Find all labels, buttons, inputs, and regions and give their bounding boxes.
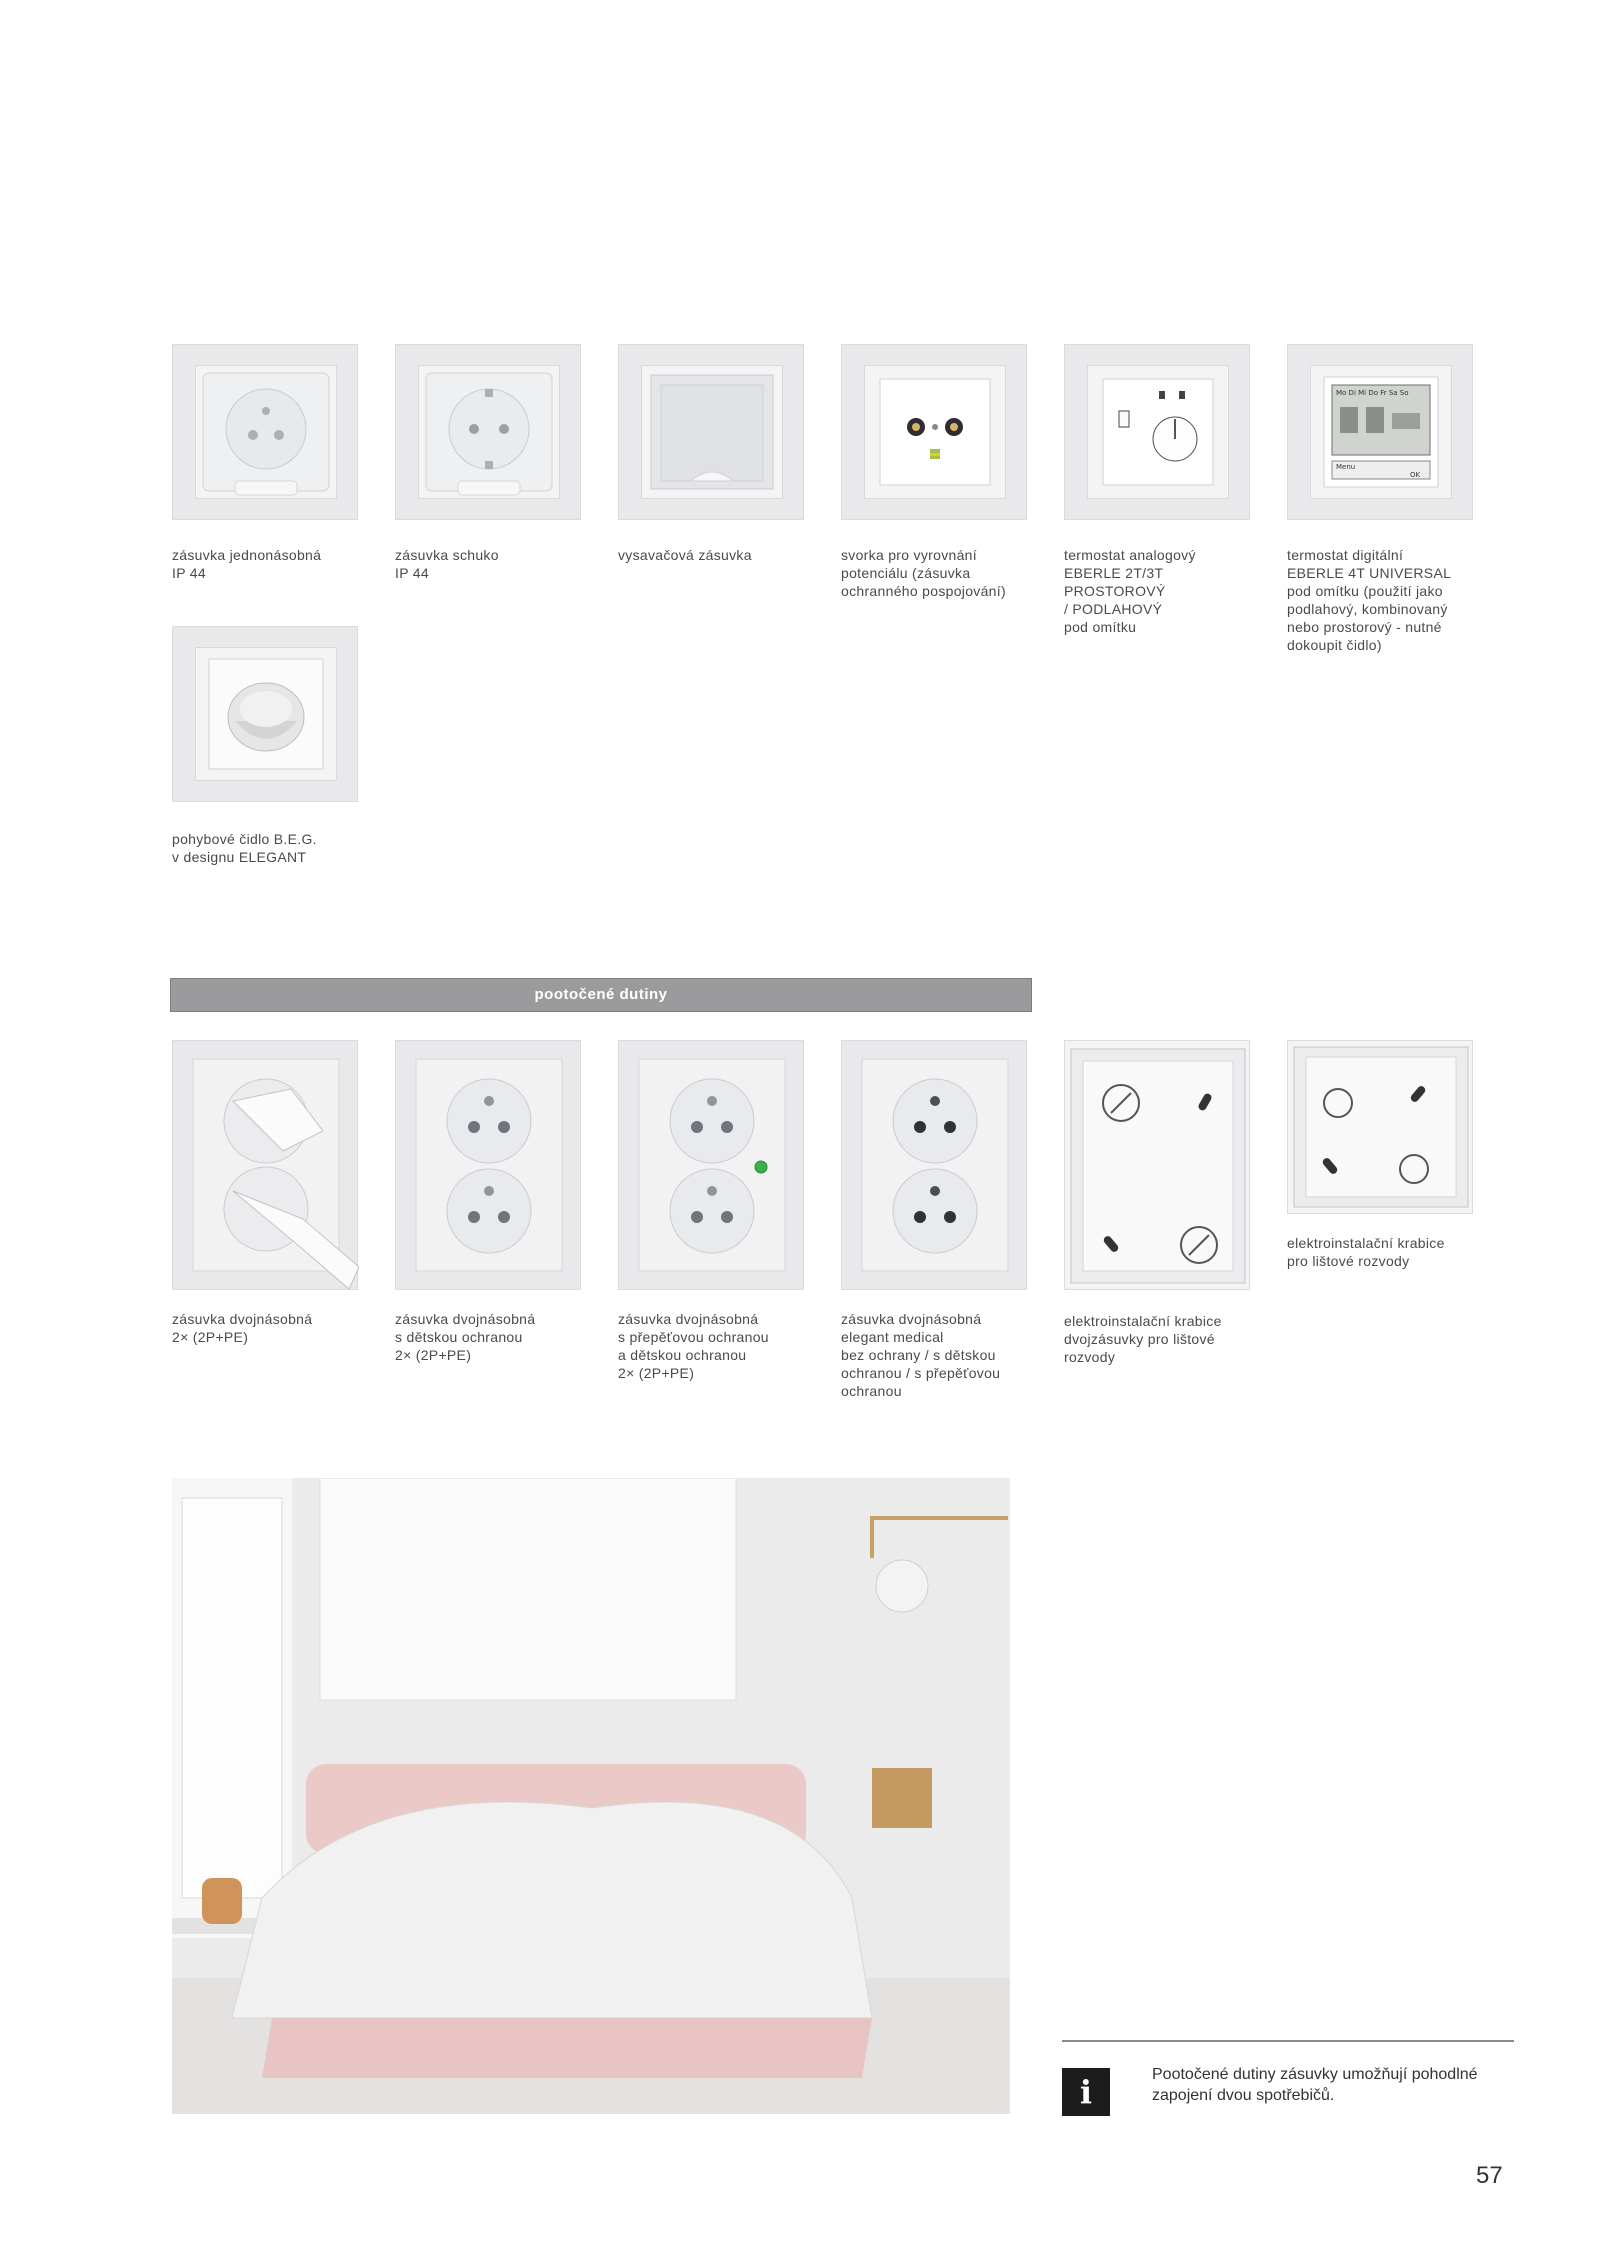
product-image-single-socket-ip44 — [172, 344, 358, 520]
thermostat-days-label: Mo Di Mi Do Fr Sa So — [1336, 389, 1409, 397]
double-socket-medical-icon — [842, 1041, 1028, 1291]
socket-plate — [864, 365, 1006, 499]
product-caption: zásuvka dvojnásobná 2× (2P+PE) — [172, 1311, 313, 1345]
product-caption: svorka pro vyrovnání potenciálu (zásuvka ochranného pospojování) — [841, 547, 1006, 599]
product-image-analog-thermostat — [1064, 344, 1250, 520]
socket-plate — [195, 647, 337, 781]
digital-thermostat-icon — [1310, 365, 1452, 499]
socket-plate — [641, 365, 783, 499]
product-caption: pohybové čidlo B.E.G. v designu ELEGANT — [172, 831, 317, 865]
info-icon: i — [1062, 2068, 1110, 2116]
terminal-icon — [864, 365, 1006, 499]
product-caption: termostat digitální EBERLE 4T UNIVERSAL pod omítku (použití jako podlahový, kombinovaný nebo prostorový - nutné dokoupit čidlo) — [1287, 547, 1452, 653]
double-socket-plugs-icon — [173, 1041, 359, 1291]
install-box-double-icon — [1065, 1041, 1251, 1291]
product-image-digital-thermostat — [1287, 344, 1473, 520]
product-image-install-box — [1287, 1040, 1473, 1214]
section-banner-label: pootočené dutiny — [534, 986, 668, 1003]
product-caption: zásuvka jednonásobná IP 44 — [172, 547, 322, 581]
product-image-double-install-box — [1064, 1040, 1250, 1290]
product-image-double-socket-medical — [841, 1040, 1027, 1290]
product-image-schuko-ip44 — [395, 344, 581, 520]
bedroom-photo — [172, 1478, 1010, 2114]
socket-plate — [195, 365, 337, 499]
double-socket-icon — [396, 1041, 582, 1291]
socket-ip44-icon — [195, 365, 337, 499]
double-socket-surge-icon — [619, 1041, 805, 1291]
product-image-vacuum-socket — [618, 344, 804, 520]
motion-sensor-icon — [195, 647, 337, 781]
product-caption: elektroinstalační krabice dvojzásuvky pro lištové rozvody — [1064, 1313, 1222, 1365]
section-banner — [170, 978, 1032, 1012]
install-box-icon — [1288, 1041, 1474, 1215]
product-caption: zásuvka dvojnásobná s dětskou ochranou 2× (2P+PE) — [395, 1311, 536, 1363]
product-caption: vysavačová zásuvka — [618, 547, 752, 563]
product-image-double-socket-with-plugs — [172, 1040, 358, 1290]
product-image-equipotential-terminal — [841, 344, 1027, 520]
bedroom-illustration — [172, 1478, 1010, 2114]
socket-plate — [418, 365, 560, 499]
page-number: 57 — [1476, 2162, 1503, 2189]
info-text: Pootočené dutiny zásuvky umožňují pohodlné zapojení dvou spotřebičů. — [1152, 2066, 1478, 2104]
socket-plate — [1310, 365, 1452, 499]
thermostat-ok-label: OK — [1410, 471, 1421, 479]
socket-plate — [1087, 365, 1229, 499]
product-caption: zásuvka dvojnásobná elegant medical bez ochrany / s dětskou ochranou / s přepěťovou ochranou — [841, 1311, 1001, 1399]
schuko-socket-icon — [418, 365, 560, 499]
product-caption: termostat analogový EBERLE 2T/3T PROSTOROVÝ / PODLAHOVÝ pod omítku — [1064, 547, 1196, 635]
thermostat-menu-label: Menu — [1336, 463, 1356, 471]
info-divider — [1062, 2040, 1514, 2042]
product-image-motion-sensor — [172, 626, 358, 802]
product-caption: zásuvka schuko IP 44 — [395, 547, 499, 581]
product-image-double-socket-surge — [618, 1040, 804, 1290]
product-caption: elektroinstalační krabice pro lištové rozvody — [1287, 1235, 1445, 1269]
vacuum-socket-icon — [641, 365, 783, 499]
product-caption: zásuvka dvojnásobná s přepěťovou ochranou a dětskou ochranou 2× (2P+PE) — [618, 1311, 769, 1381]
product-image-double-socket-child — [395, 1040, 581, 1290]
analog-thermostat-icon — [1087, 365, 1229, 499]
